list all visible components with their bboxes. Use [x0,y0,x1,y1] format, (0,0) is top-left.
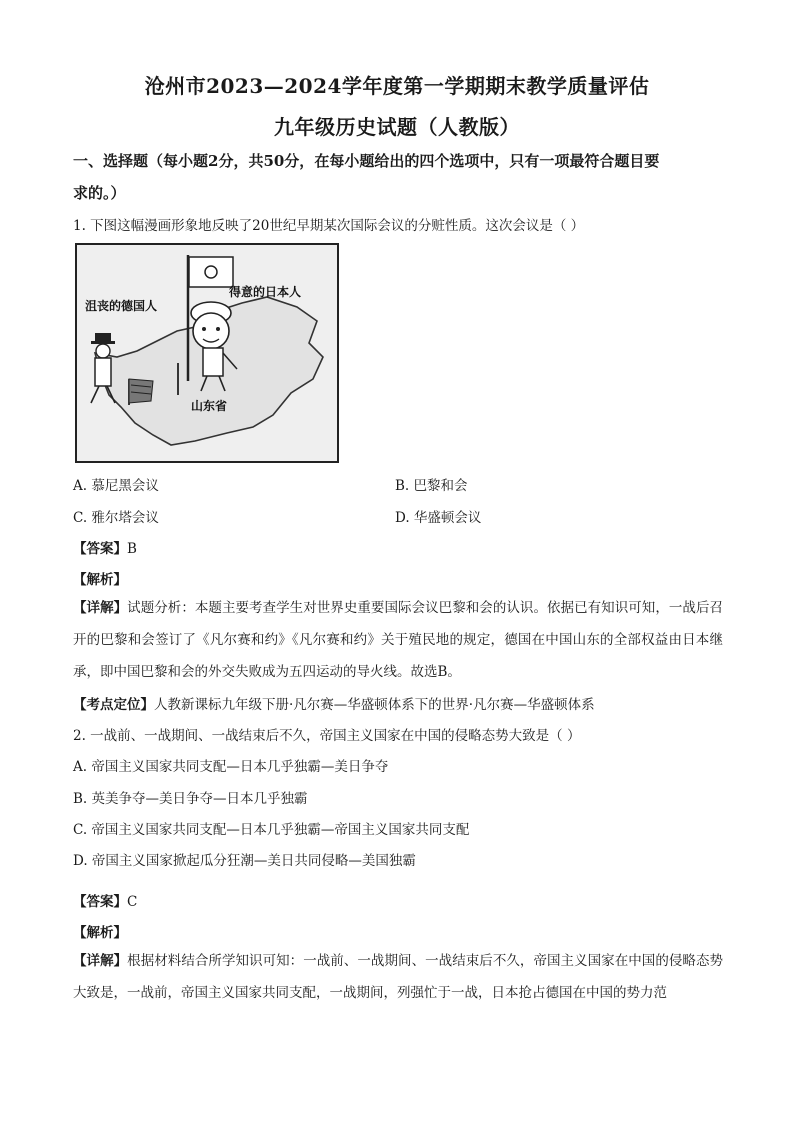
q1-detail-tag: 【详解】 [73,600,128,616]
q2-answer-value: C [127,894,138,910]
question-2-stem: 2. 一战前、一战期间、一战结束后不久，帝国主义国家在中国的侵略态势大致是（ ） [73,728,581,744]
q1-point-tag: 【考点定位】 [73,697,154,713]
label-germany: 沮丧的德国人 [85,299,158,313]
q2-option-d: D. 帝国主义国家掀起瓜分狂潮—美日共同侵略—美国独霸 [73,853,416,869]
q1-detail [73,592,723,688]
q1-detail-text: 试题分析：本题主要考查学生对世界史重要国际会议巴黎和会的认识。依据已有知识可知，一战后召开的巴黎和会签订了《凡尔赛和约》《凡尔赛和约》关于殖民地的规定，德国在中国山东的全部权益由日本继承，即中国巴黎和会的外交失败成为五四运动的导火线。故选B。 [73,600,724,680]
section-heading-line1: 一、选择题（每小题2分，共50分，在每小题给出的四个选项中，只有一项最符合题目要 [73,152,660,170]
q2-option-a: A. 帝国主义国家共同支配—日本几乎独霸—美日争夺 [73,759,389,775]
q1-point [73,693,595,713]
q2-detail-tag: 【详解】 [73,953,128,969]
q1-answer-tag: 【答案】 [73,541,127,557]
q2-option-c: C. 帝国主义国家共同支配—日本几乎独霸—帝国主义国家共同支配 [73,822,470,838]
q1-answer [73,537,137,557]
q1-analysis-tag: 【解析】 [73,572,127,588]
label-japan: 得意的日本人 [229,285,302,299]
question-1-stem: 1. 下图这幅漫画形象地反映了20世纪早期某次国际会议的分赃性质。这次会议是（ ） [73,218,585,234]
cartoon-figure [75,243,339,463]
q2-detail [73,945,723,1009]
q2-answer-tag: 【答案】 [73,894,127,910]
q2-analysis-tag: 【解析】 [73,925,127,941]
cartoon-drawing [77,245,337,461]
q1-option-a: A. 慕尼黑会议 [73,478,159,494]
document-subtitle: 九年级历史试题（人教版） [274,115,520,139]
q1-option-b: B. 巴黎和会 [395,478,468,494]
q2-option-b: B. 英美争夺—美日争夺—日本几乎独霸 [73,791,308,807]
section-heading-line2: 求的。） [73,184,126,202]
q1-option-d: D. 华盛顿会议 [395,510,482,526]
q1-answer-value: B [127,541,137,557]
q2-answer [73,890,137,910]
q2-detail-text: 根据材料结合所学知识可知：一战前、一战期间、一战结束后不久，帝国主义国家在中国的侵略态势大致是，一战前，帝国主义国家共同支配，一战期间，列强忙于一战，日本抢占德国在中国的势力范 [73,953,724,1001]
label-shandong: 山东省 [191,399,228,413]
document-title: 沧州市2023—2024学年度第一学期期末教学质量评估 [144,74,650,98]
q1-option-c: C. 雅尔塔会议 [73,510,159,526]
q1-point-text: 人教新课标九年级下册·凡尔赛—华盛顿体系下的世界·凡尔赛—华盛顿体系 [154,697,595,713]
